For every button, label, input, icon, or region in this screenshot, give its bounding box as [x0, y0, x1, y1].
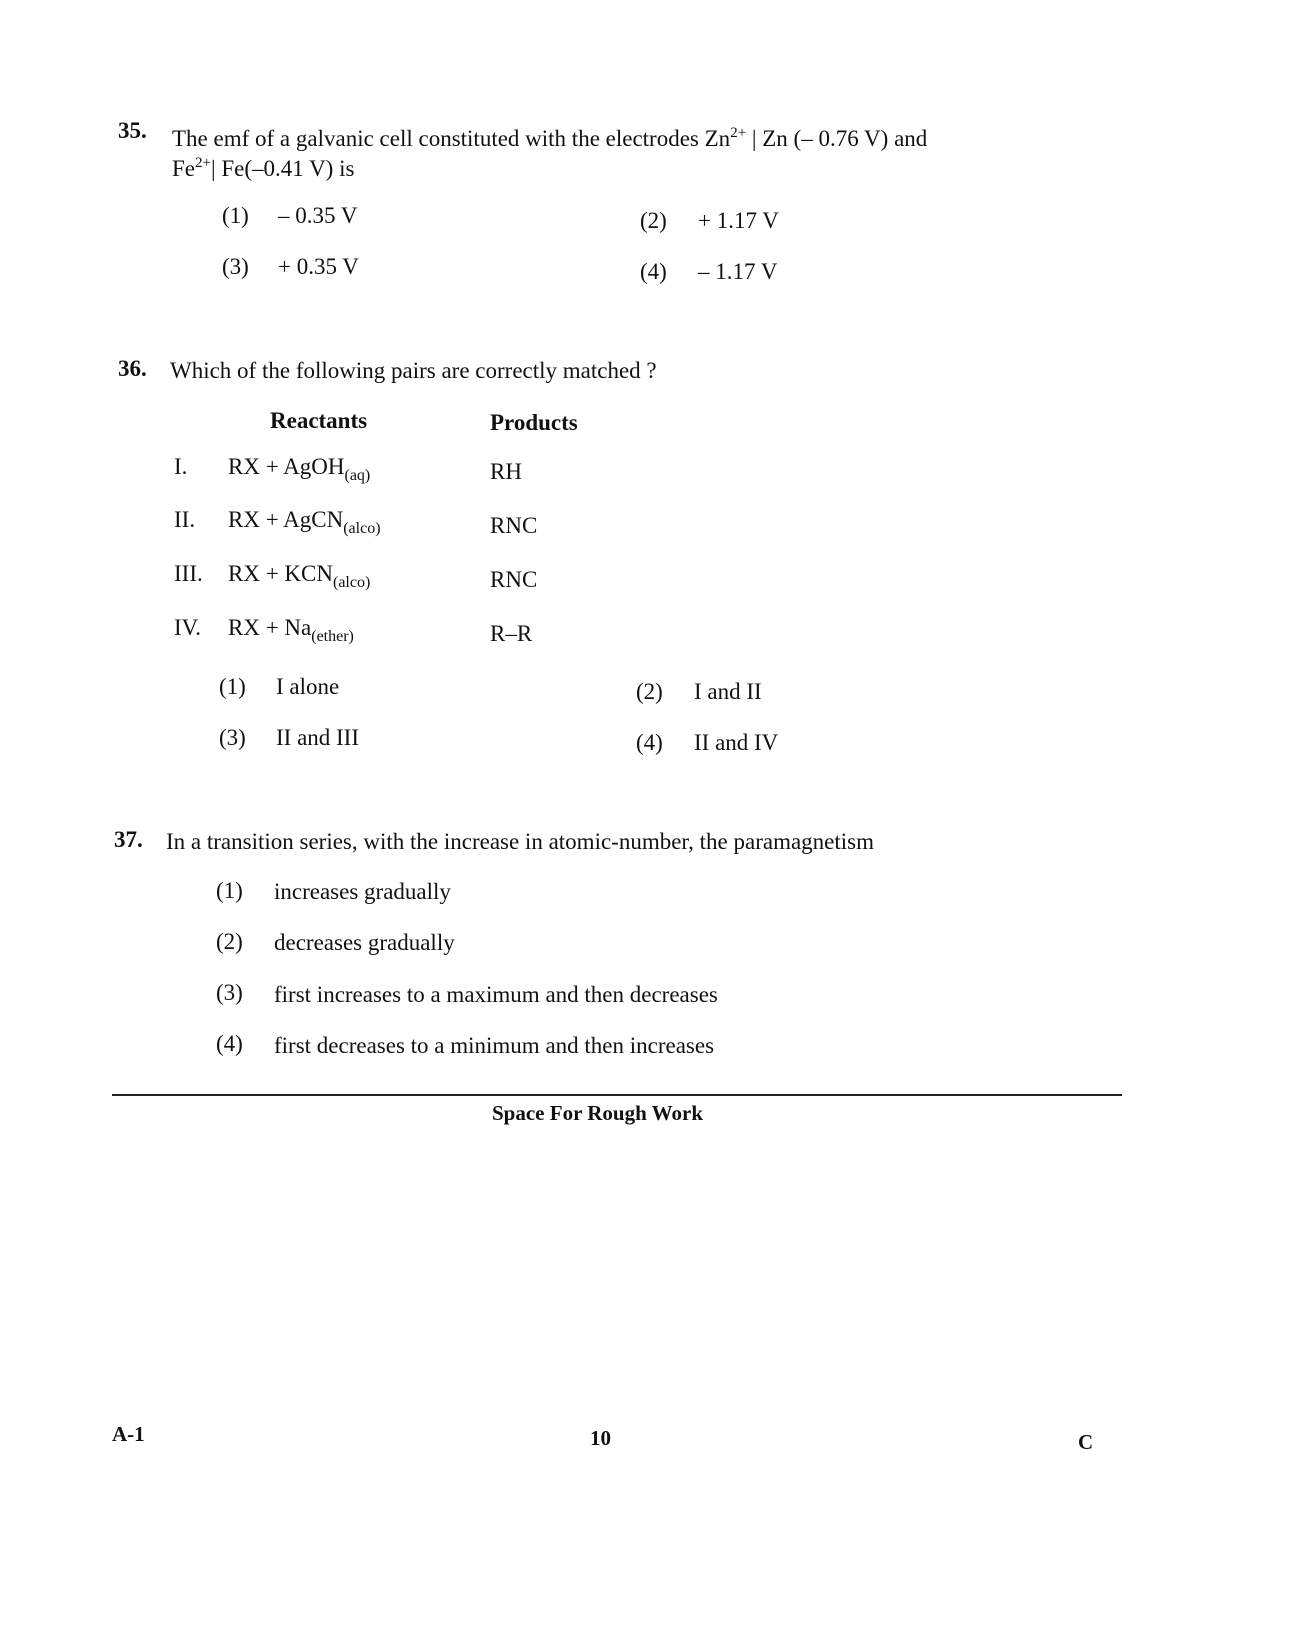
q35-option-4-value: – 1.17 V — [698, 259, 778, 284]
row-3-reactant-text: RX + KCN — [228, 561, 333, 586]
footer-page-number: 10 — [590, 1426, 611, 1450]
q36-option-3-value: II and III — [276, 725, 360, 750]
footer-booklet-code: A-1 — [112, 1422, 145, 1446]
row-1-reactant-text: RX + AgOH — [228, 454, 345, 479]
row-2-roman: II. — [174, 507, 196, 532]
q35-line2-prefix: Fe — [172, 156, 195, 181]
row-1-reactant-sub: (aq) — [344, 467, 371, 484]
q35-text-line2 — [172, 146, 354, 186]
q35-sup1: 2+ — [730, 125, 747, 141]
q36-option-1-value: I alone — [276, 674, 340, 699]
row-4-reactant — [228, 615, 354, 646]
q36-option-2-value: I and II — [694, 679, 762, 704]
q36-option-4-num[interactable]: (4) — [636, 730, 663, 755]
row-2-product: RNC — [490, 513, 538, 538]
row-4-reactant-sub: (ether) — [311, 628, 354, 645]
q37-number: 37. — [114, 827, 143, 852]
q35-option-2-num[interactable]: (2) — [640, 208, 667, 233]
q35-option-3-value: + 0.35 V — [278, 254, 359, 279]
q37-option-2-value: decreases gradually — [274, 930, 455, 955]
q35-option-3-num[interactable]: (3) — [222, 254, 249, 279]
q37-text: In a transition series, with the increase in atomic-number, the paramagnetism — [166, 829, 875, 854]
header-products: Products — [490, 410, 578, 435]
q36-option-4-value: II and IV — [694, 730, 779, 755]
row-1-reactant — [228, 454, 370, 485]
row-4-reactant-text: RX + Na — [228, 615, 312, 640]
q36-option-1-num[interactable]: (1) — [219, 674, 246, 699]
q35-option-2-value: + 1.17 V — [698, 208, 779, 233]
q35-option-4-num[interactable]: (4) — [640, 259, 667, 284]
q36-text: Which of the following pairs are correctly matched ? — [170, 358, 657, 383]
row-3-reactant — [228, 561, 370, 592]
header-reactants: Reactants — [270, 408, 368, 433]
q35-text-part2: | Zn (– 0.76 V) and — [746, 126, 928, 151]
row-1-roman: I. — [174, 454, 188, 479]
q36-number: 36. — [118, 356, 147, 381]
q37-option-4-num[interactable]: (4) — [216, 1031, 243, 1056]
row-4-roman: IV. — [174, 615, 202, 640]
row-2-reactant-sub: (alco) — [343, 520, 381, 537]
q37-option-2-num[interactable]: (2) — [216, 929, 243, 954]
row-2-reactant — [228, 507, 381, 538]
q37-option-1-value: increases gradually — [274, 879, 451, 904]
q35-option-1-num[interactable]: (1) — [222, 203, 249, 228]
q36-option-2-num[interactable]: (2) — [636, 679, 663, 704]
q35-sup2: 2+ — [195, 155, 211, 171]
q35-option-1-value: – 0.35 V — [278, 203, 358, 228]
rough-work-label: Space For Rough Work — [492, 1101, 704, 1125]
footer-version: C — [1078, 1430, 1094, 1454]
rough-work-divider — [112, 1094, 1122, 1096]
q37-option-3-value: first increases to a maximum and then decreases — [274, 982, 718, 1007]
q35-line2-rest: | Fe(–0.41 V) is — [210, 156, 355, 181]
q36-option-3-num[interactable]: (3) — [219, 725, 246, 750]
row-3-product: RNC — [490, 567, 538, 592]
row-3-roman: III. — [174, 561, 203, 586]
row-3-reactant-sub: (alco) — [332, 574, 371, 591]
q37-option-3-num[interactable]: (3) — [216, 980, 243, 1005]
row-1-product: RH — [490, 459, 522, 484]
q35-number: 35. — [118, 118, 147, 143]
row-4-product: R–R — [490, 621, 533, 646]
q35-text-part1: The emf of a galvanic cell constituted with the electrodes Zn — [172, 126, 731, 151]
q37-option-4-value: first decreases to a minimum and then increases — [274, 1033, 715, 1058]
row-2-reactant-text: RX + AgCN — [228, 507, 344, 532]
q37-option-1-num[interactable]: (1) — [216, 878, 243, 903]
